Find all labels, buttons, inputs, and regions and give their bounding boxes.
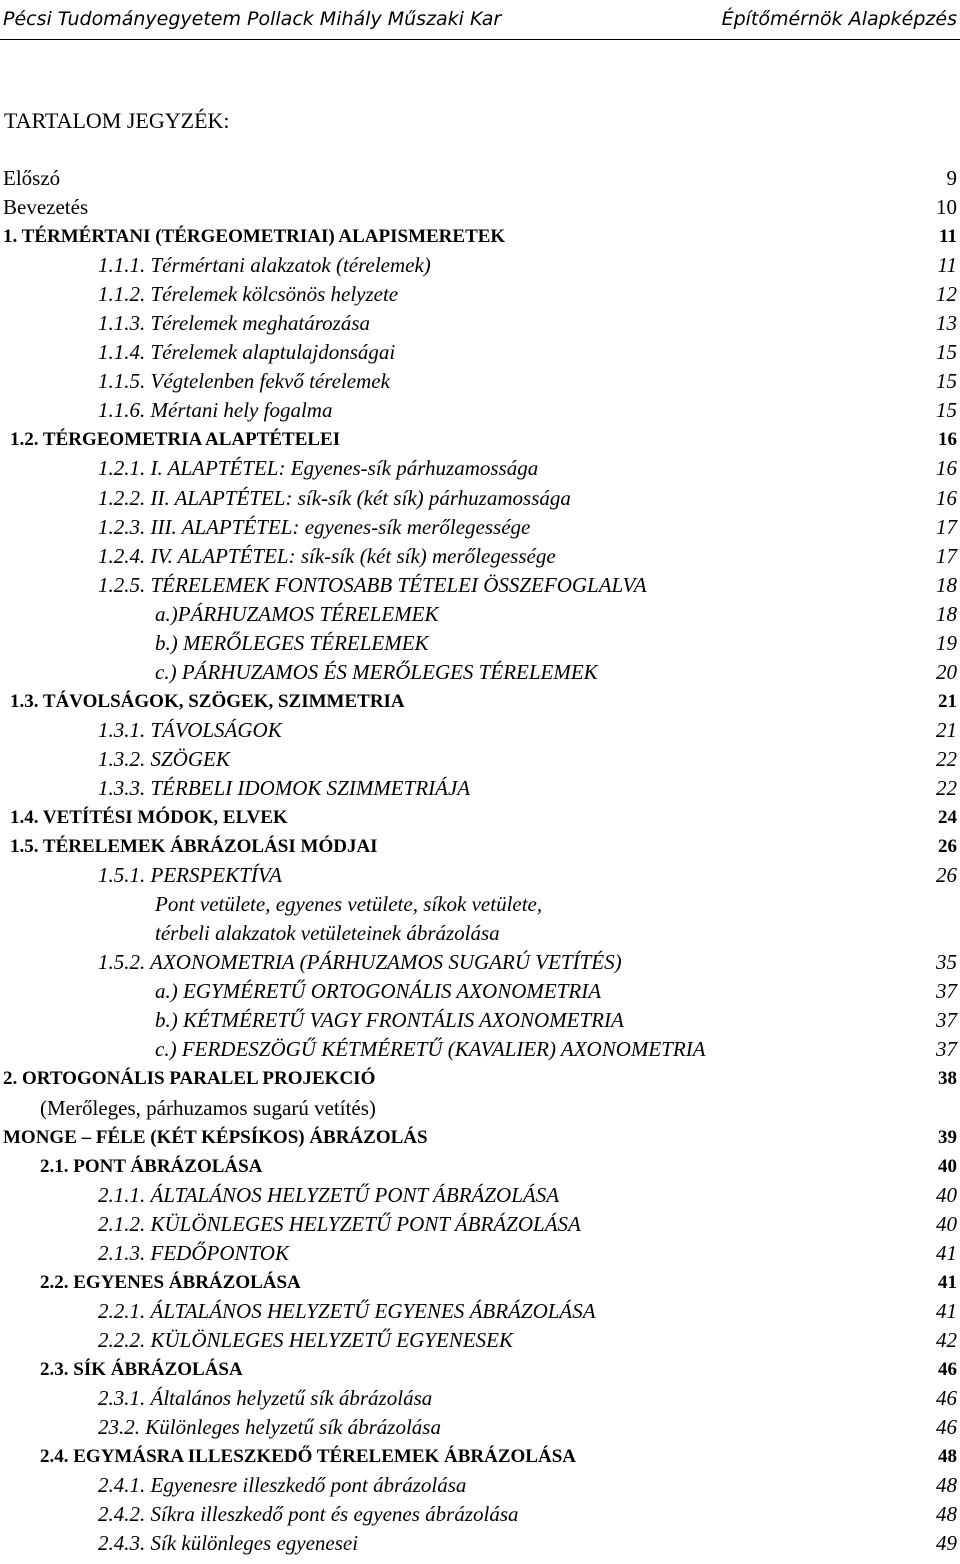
toc-entry-page: 10 (936, 195, 957, 220)
toc-entry (0, 367, 960, 396)
toc-entry-page: 12 (936, 282, 957, 307)
toc-entry (0, 600, 960, 629)
toc-entry-text: 2.4. EGYMÁSRA ILLESZKEDŐ TÉRELEMEK ÁBRÁZOLÁSA (40, 1446, 576, 1468)
toc-entry (0, 1355, 960, 1384)
toc-entry (0, 1006, 960, 1035)
toc-entry-text: a.) EGYMÉRETŰ ORTOGONÁLIS AXONOMETRIA (155, 979, 602, 1004)
toc-entry-page: 46 (936, 1415, 957, 1440)
toc-entry-page: 26 (938, 836, 957, 858)
toc-entry-page: 40 (936, 1211, 957, 1236)
toc-entry-text: c.) FERDESZÖGŰ KÉTMÉRETŰ (KAVALIER) AXONOMETRIA (155, 1037, 706, 1062)
toc-entry (0, 1181, 960, 1210)
toc-entry-text: 2.3.1. Általános helyzetű sík ábrázolása (98, 1385, 433, 1410)
toc-entry-text: 1.1.6. Mértani hely fogalma (98, 398, 333, 423)
toc-entry (0, 1413, 960, 1442)
toc-entry-text: 1.5.1. PERSPEKTÍVA (98, 863, 282, 888)
toc-entry (0, 1035, 960, 1064)
toc-entry-page: 37 (936, 979, 957, 1004)
toc-entry-page: 41 (936, 1240, 957, 1265)
toc-entry-text: 2.3. SÍK ÁBRÁZOLÁSA (40, 1358, 243, 1380)
toc-entry (0, 745, 960, 774)
header-institution: Pécsi Tudományegyetem Pollack Mihály Műszaki Kar (3, 8, 502, 30)
toc-entry-page: 22 (936, 775, 957, 800)
toc-entry-text: 2.2.2. KÜLÖNLEGES HELYZETŰ EGYENESEK (98, 1327, 513, 1352)
toc-entry (0, 193, 960, 222)
toc-entry-text: 1.4. VETÍTÉSI MÓDOK, ELVEK (10, 807, 288, 829)
toc-entry (0, 1123, 960, 1152)
toc-entry-page: 13 (936, 311, 957, 336)
toc-entry (0, 861, 960, 890)
toc-entry-text: 1.1.1. Térmértani alakzatok (térelemek) (98, 253, 431, 278)
toc-entry (0, 251, 960, 280)
toc-entry-text: 2.2. EGYENES ÁBRÁZOLÁSA (40, 1271, 301, 1293)
toc-entry (0, 948, 960, 977)
toc-entry (0, 396, 960, 425)
toc-entry-page: 16 (936, 456, 957, 481)
toc-entry-page: 46 (936, 1385, 957, 1410)
toc-entry-page: 18 (936, 572, 957, 597)
toc-entry (0, 1500, 960, 1529)
table-of-contents (0, 164, 960, 1558)
toc-entry-page: 42 (936, 1327, 957, 1352)
toc-entry (0, 338, 960, 367)
toc-entry-page: 39 (938, 1126, 957, 1148)
toc-entry-text: 2.4.3. Sík különleges egyenesei (98, 1531, 359, 1556)
toc-entry (0, 484, 960, 513)
toc-entry (0, 1471, 960, 1500)
toc-entry-page: 19 (936, 630, 957, 655)
toc-entry-page: 41 (938, 1271, 957, 1293)
toc-entry-page: 37 (936, 1037, 957, 1062)
toc-entry (0, 629, 960, 658)
toc-entry-text: 1.3. TÁVOLSÁGOK, SZÖGEK, SZIMMETRIA (10, 690, 405, 712)
toc-entry (0, 803, 960, 832)
toc-entry-page: 48 (938, 1446, 957, 1468)
toc-entry (0, 542, 960, 571)
toc-entry-text: 1.1.3. Térelemek meghatározása (98, 311, 370, 336)
toc-entry-text: 2.1.1. ÁLTALÁNOS HELYZETŰ PONT ÁBRÁZOLÁSA (98, 1182, 560, 1207)
toc-entry-text: 1.3.3. TÉRBELI IDOMOK SZIMMETRIÁJA (98, 775, 471, 800)
toc-entry-page: 20 (936, 659, 957, 684)
toc-entry (0, 716, 960, 745)
toc-entry (0, 1064, 960, 1093)
toc-entry-page: 48 (936, 1473, 957, 1498)
toc-entry (0, 890, 960, 919)
toc-entry-text: Pont vetülete, egyenes vetülete, síkok vetülete, (155, 892, 543, 917)
header-program: Építőmérnök Alapképzés (721, 8, 957, 30)
toc-entry-page: 40 (936, 1182, 957, 1207)
toc-entry (0, 1442, 960, 1471)
toc-entry (0, 1529, 960, 1558)
toc-entry-page: 11 (939, 226, 957, 248)
toc-entry-page: 9 (946, 166, 957, 190)
toc-entry (0, 919, 960, 948)
toc-entry-page: 38 (938, 1068, 957, 1090)
toc-entry-text: (Merőleges, párhuzamos sugarú vetítés) (40, 1095, 376, 1120)
toc-entry-page: 48 (936, 1502, 957, 1527)
toc-entry-text: 1.2.3. III. ALAPTÉTEL: egyenes-sík merőlegessége (98, 514, 531, 539)
toc-entry-page: 26 (936, 863, 957, 888)
toc-entry-text: 2.1.2. KÜLÖNLEGES HELYZETŰ PONT ÁBRÁZOLÁSA (98, 1211, 581, 1236)
toc-entry-text: 1.3.2. SZÖGEK (98, 746, 230, 771)
toc-entry-page: 21 (938, 690, 957, 712)
toc-entry-page: 15 (936, 369, 957, 394)
toc-entry (0, 1384, 960, 1413)
toc-entry-page: 18 (936, 601, 957, 626)
toc-entry-text: 1.2.5. TÉRELEMEK FONTOSABB TÉTELEI ÖSSZEFOGLALVA (98, 572, 647, 597)
toc-entry (0, 309, 960, 338)
toc-entry-page: 35 (936, 950, 957, 975)
toc-entry-page: 17 (936, 543, 957, 568)
toc-entry-text: 1.1.5. Végtelenben fekvő térelemek (98, 369, 390, 394)
toc-entry (0, 513, 960, 542)
toc-entry-page: 17 (936, 514, 957, 539)
page-header (0, 0, 960, 40)
toc-entry-page: 37 (936, 1008, 957, 1033)
toc-entry-text: Előszó (3, 166, 61, 190)
toc-entry-page: 40 (938, 1155, 957, 1177)
toc-entry (0, 1239, 960, 1268)
toc-entry-page: 41 (936, 1298, 957, 1323)
toc-entry (0, 164, 960, 193)
toc-entry-text: 2.4.2. Síkra illeszkedő pont és egyenes ábrázolása (98, 1502, 519, 1527)
toc-entry-text: 1.2. TÉRGEOMETRIA ALAPTÉTELEI (10, 429, 341, 451)
toc-entry-text: 2.2.1. ÁLTALÁNOS HELYZETŰ EGYENES ÁBRÁZOLÁSA (98, 1298, 596, 1323)
toc-entry-text: 1.2.2. II. ALAPTÉTEL: sík-sík (két sík) párhuzamossága (98, 485, 571, 510)
toc-entry-text: 1.3.1. TÁVOLSÁGOK (98, 717, 282, 742)
toc-entry (0, 425, 960, 454)
toc-entry (0, 280, 960, 309)
toc-entry-text: 2.1.3. FEDŐPONTOK (98, 1240, 289, 1265)
toc-entry-text: 1.2.1. I. ALAPTÉTEL: Egyenes-sík párhuzamossága (98, 456, 539, 481)
toc-entry (0, 832, 960, 861)
toc-entry (0, 1094, 960, 1123)
toc-entry-text: c.) PÁRHUZAMOS ÉS MERŐLEGES TÉRELEMEK (155, 659, 598, 684)
toc-entry-page: 16 (936, 485, 957, 510)
toc-entry (0, 1326, 960, 1355)
toc-entry (0, 222, 960, 251)
toc-entry-page: 46 (938, 1358, 957, 1380)
toc-entry (0, 1152, 960, 1181)
toc-entry-text: térbeli alakzatok vetületeinek ábrázolása (155, 921, 500, 946)
toc-entry-page: 49 (936, 1531, 957, 1556)
toc-entry-text: Bevezetés (3, 195, 89, 220)
toc-entry-page: 22 (936, 746, 957, 771)
toc-entry-text: b.) MERŐLEGES TÉRELEMEK (155, 630, 429, 655)
toc-entry (0, 571, 960, 600)
toc-entry-page: 11 (937, 253, 957, 278)
toc-entry (0, 774, 960, 803)
toc-entry-text: a.)PÁRHUZAMOS TÉRELEMEK (155, 601, 439, 626)
toc-entry-text: 1.1.2. Térelemek kölcsönös helyzete (98, 282, 399, 307)
toc-entry-text: MONGE – FÉLE (KÉT KÉPSÍKOS) ÁBRÁZOLÁS (3, 1126, 428, 1148)
toc-entry-text: 1.5. TÉRELEMEK ÁBRÁZOLÁSI MÓDJAI (10, 836, 378, 858)
toc-entry-text: 2.1. PONT ÁBRÁZOLÁSA (40, 1155, 263, 1177)
toc-entry-text: 2. ORTOGONÁLIS PARALEL PROJEKCIÓ (3, 1068, 376, 1090)
toc-entry-text: 1.5.2. AXONOMETRIA (PÁRHUZAMOS SUGARÚ VETÍTÉS) (98, 950, 622, 975)
toc-entry-text: 1.1.4. Térelemek alaptulajdonságai (98, 340, 396, 365)
toc-entry-page: 16 (938, 429, 957, 451)
toc-entry (0, 454, 960, 483)
toc-entry-text: 23.2. Különleges helyzetű sík ábrázolása (98, 1415, 441, 1440)
toc-entry (0, 977, 960, 1006)
toc-entry (0, 687, 960, 716)
toc-title: TARTALOM JEGYZÉK: (4, 108, 230, 133)
toc-entry (0, 1268, 960, 1297)
toc-entry-page: 24 (938, 807, 957, 829)
toc-entry-page: 15 (936, 340, 957, 365)
toc-entry-text: 2.4.1. Egyenesre illeszkedő pont ábrázolása (98, 1473, 467, 1498)
toc-entry (0, 1297, 960, 1326)
toc-entry-page: 15 (936, 398, 957, 423)
toc-entry (0, 658, 960, 687)
toc-entry-text: b.) KÉTMÉRETŰ VAGY FRONTÁLIS AXONOMETRIA (155, 1008, 624, 1033)
toc-entry (0, 1210, 960, 1239)
toc-entry-page: 21 (936, 717, 957, 742)
toc-entry-text: 1.2.4. IV. ALAPTÉTEL: sík-sík (két sík) merőlegessége (98, 543, 556, 568)
toc-entry-text: 1. TÉRMÉRTANI (TÉRGEOMETRIAI) ALAPISMERETEK (3, 226, 506, 248)
